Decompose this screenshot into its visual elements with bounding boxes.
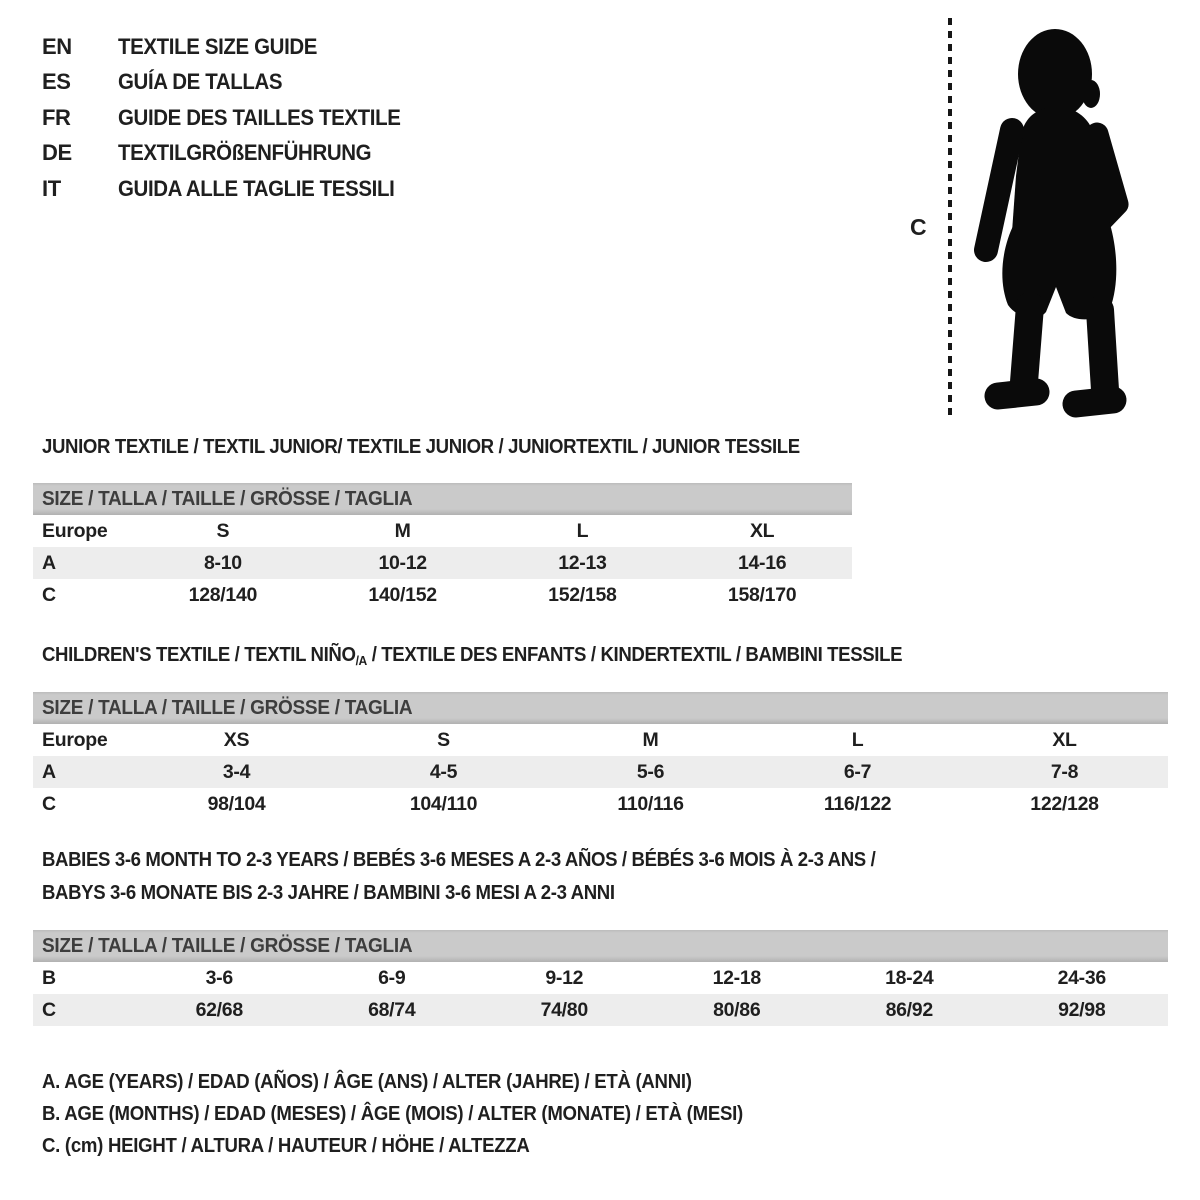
legend (42, 1066, 796, 1162)
cell: 140/152 (368, 583, 437, 606)
language-title: GUÍA DE TALLAS (118, 69, 283, 95)
column-header-xs: XS (223, 728, 250, 751)
region-label: Europe (42, 519, 108, 542)
column-header-xl: XL (749, 519, 775, 542)
language-code: EN (42, 33, 72, 59)
cell: 6-9 (378, 966, 406, 989)
height-measure-label: C (910, 214, 927, 240)
cell: 9-12 (545, 966, 584, 989)
column-header-l: L (851, 728, 864, 751)
cell: 6-7 (843, 760, 872, 783)
children-section-title (42, 644, 902, 667)
region-row (33, 515, 852, 547)
column-header-l: L (576, 519, 589, 542)
region-label: Europe (42, 728, 108, 751)
column-header-m: M (642, 728, 659, 751)
cell: 3-6 (205, 966, 233, 989)
children-size-table (33, 692, 1168, 820)
babies-section-title-line1: BABIES 3-6 MONTH TO 2-3 YEARS / BEBÉS 3-6 MESES A 2-3 AÑOS / BÉBÉS 3-6 MOIS À 2-3 ANS / (42, 849, 876, 871)
cell: 80/86 (713, 998, 761, 1021)
children-title-subscript: /A (355, 653, 367, 668)
column-header-s: S (437, 728, 450, 751)
column-header-s: S (216, 519, 230, 542)
cell: 122/128 (1030, 792, 1099, 815)
cell: 98/104 (207, 792, 266, 815)
children-title-text: / TEXTILE DES ENFANTS / KINDERTEXTIL / BAMBINI TESSILE (366, 644, 903, 666)
table-row-c (33, 994, 1168, 1026)
language-title: TEXTILGRÖßENFÜHRUNG (118, 140, 372, 166)
height-measure-dashed-line (948, 18, 952, 418)
table-row-a (33, 756, 1168, 788)
cell: 68/74 (368, 998, 416, 1021)
cell: 74/80 (540, 998, 588, 1021)
babies-section-title-line2: BABYS 3-6 MONATE BIS 2-3 JAHRE / BAMBINI 3-6 MESI A 2-3 ANNI (42, 882, 615, 904)
cell: 10-12 (378, 551, 427, 574)
row-label: C (42, 998, 56, 1021)
cell: 4-5 (429, 760, 458, 783)
cell: 152/158 (548, 583, 617, 606)
size-header-text: SIZE / TALLA / TAILLE / GRÖSSE / TAGLIA (42, 697, 413, 719)
language-code: DE (42, 140, 72, 166)
height-figure (0, 0, 1200, 430)
table-row-c (33, 579, 852, 611)
legend-line-a: A. AGE (YEARS) / EDAD (AÑOS) / ÂGE (ANS) / ALTER (JAHRE) / ETÀ (ANNI) (42, 1071, 692, 1093)
size-header-text: SIZE / TALLA / TAILLE / GRÖSSE / TAGLIA (42, 935, 413, 957)
region-row (33, 724, 1168, 756)
cell: 8-10 (203, 551, 242, 574)
language-title: GUIDA ALLE TAGLIE TESSILI (118, 175, 395, 201)
table-row-a (33, 547, 852, 579)
language-code: FR (42, 104, 71, 130)
cell: 92/98 (1058, 998, 1106, 1021)
cell: 7-8 (1050, 760, 1079, 783)
row-label: A (42, 551, 56, 574)
legend-line-b: B. AGE (MONTHS) / EDAD (MESES) / ÂGE (MOIS) / ALTER (MONATE) / ETÀ (MESI) (42, 1103, 743, 1125)
cell: 5-6 (636, 760, 665, 783)
row-label: B (42, 966, 56, 989)
row-label: A (42, 760, 56, 783)
cell: 104/110 (409, 792, 478, 815)
cell: 158/170 (727, 583, 797, 606)
cell: 86/92 (885, 998, 933, 1021)
table-row-c (33, 788, 1168, 820)
cell: 62/68 (195, 998, 243, 1021)
language-code: ES (42, 69, 71, 95)
column-header-xl: XL (1052, 728, 1077, 751)
toddler-silhouette-icon (966, 14, 1136, 420)
size-header-bar (33, 930, 1168, 962)
size-header-text: SIZE / TALLA / TAILLE / GRÖSSE / TAGLIA (42, 488, 413, 510)
column-header-m: M (394, 519, 411, 542)
children-title-text: CHILDREN'S TEXTILE / TEXTIL NIÑO (42, 644, 356, 666)
babies-size-table (33, 930, 1168, 1026)
row-label: C (42, 792, 56, 815)
size-header-bar (33, 692, 1168, 724)
cell: 110/116 (617, 792, 684, 815)
cell: 24-36 (1057, 966, 1106, 989)
cell: 12-13 (558, 551, 607, 574)
cell: 12-18 (712, 966, 761, 989)
junior-size-table (33, 483, 852, 611)
cell: 128/140 (188, 583, 258, 606)
cell: 18-24 (885, 966, 934, 989)
row-label: C (42, 583, 56, 606)
legend-line-c: C. (cm) HEIGHT / ALTURA / HAUTEUR / HÖHE / ALTEZZA (42, 1135, 530, 1157)
junior-section-title: JUNIOR TEXTILE / TEXTIL JUNIOR/ TEXTILE JUNIOR / JUNIORTEXTIL / JUNIOR TESSILE (42, 436, 800, 458)
table-row-b (33, 962, 1168, 994)
language-title: GUIDE DES TAILLES TEXTILE (118, 104, 401, 130)
cell: 14-16 (737, 551, 787, 574)
size-header-bar (33, 483, 852, 515)
language-title: TEXTILE SIZE GUIDE (118, 33, 318, 59)
language-code: IT (42, 175, 61, 201)
cell: 3-4 (222, 760, 251, 783)
cell: 116/122 (823, 792, 892, 815)
